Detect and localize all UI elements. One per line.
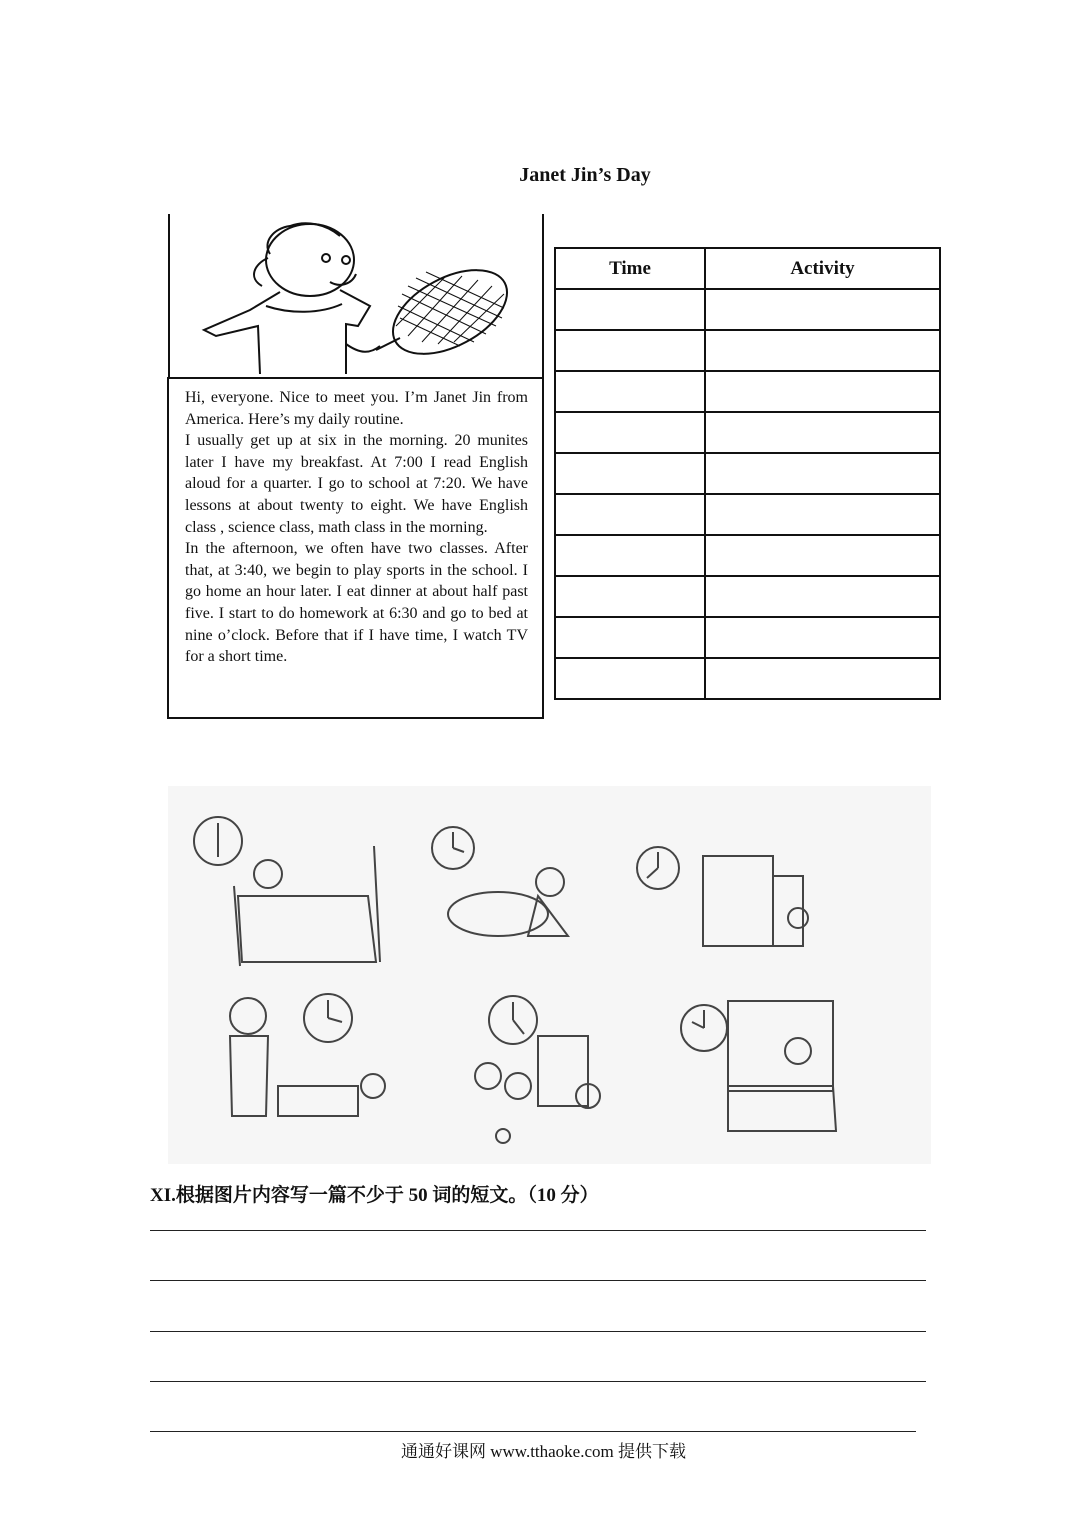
- table-row: [555, 576, 940, 617]
- activity-cell[interactable]: [705, 617, 940, 658]
- activity-cell[interactable]: [705, 658, 940, 699]
- activity-cell[interactable]: [705, 453, 940, 494]
- table-row: [555, 494, 940, 535]
- table-body: [555, 289, 940, 699]
- passage-paragraph-1: Hi, everyone. Nice to meet you. I’m Janet Jin from America. Here’s my daily routine.: [185, 389, 528, 428]
- time-cell[interactable]: [555, 371, 705, 412]
- time-cell[interactable]: [555, 658, 705, 699]
- time-cell[interactable]: [555, 617, 705, 658]
- activity-cell[interactable]: [705, 576, 940, 617]
- answer-line-3[interactable]: [150, 1331, 926, 1332]
- passage-paragraph-3: In the afternoon, we often have two classes. After that, at 3:40, we begin to play sports in the school. I go home an hour later. I eat dinner at about half past five. I start to do homework at 6:30 and go to bed at nine o’clock. Before that if I have time, I watch TV for a short time.: [185, 540, 528, 666]
- table-row: [555, 535, 940, 576]
- activity-column-header: Activity: [705, 248, 940, 289]
- activity-cell[interactable]: [705, 494, 940, 535]
- footer-credit: 通通好课网 www.tthaoke.com 提供下载: [400, 1442, 687, 1461]
- time-cell[interactable]: [555, 412, 705, 453]
- time-activity-table: [554, 247, 941, 700]
- time-cell[interactable]: [555, 494, 705, 535]
- table-row: [555, 453, 940, 494]
- answer-line-4[interactable]: [150, 1381, 926, 1382]
- table-row: [555, 371, 940, 412]
- tennis-girl-illustration: [168, 214, 544, 378]
- table-row: [555, 658, 940, 699]
- worksheet-title: Janet Jin’s Day: [519, 164, 651, 186]
- passage-paragraph-2: I usually get up at six in the morning. 20 munites later I have my breakfast. At 7:00 I read English aloud for a quarter. I go to school at 7:20. We have lessons at about twenty to eight. We have English class , science class, math class in the morning.: [185, 432, 528, 536]
- table-row: [555, 412, 940, 453]
- time-cell[interactable]: [555, 330, 705, 371]
- activity-cell[interactable]: [705, 289, 940, 330]
- table-row: [555, 617, 940, 658]
- writing-question: XI.根据图片内容写一篇不少于 50 词的短文。（10 分）: [150, 1185, 599, 1206]
- answer-line-2[interactable]: [150, 1280, 926, 1281]
- answer-line-5[interactable]: [150, 1431, 916, 1432]
- activity-cell[interactable]: [705, 371, 940, 412]
- routine-scenes-icon: [168, 786, 931, 1164]
- daily-routine-pictures: [168, 786, 931, 1164]
- time-cell[interactable]: [555, 535, 705, 576]
- table-row: [555, 289, 940, 330]
- reading-passage: [167, 377, 544, 719]
- answer-line-1[interactable]: [150, 1230, 926, 1231]
- activity-cell[interactable]: [705, 535, 940, 576]
- tennis-girl-icon: [170, 214, 542, 378]
- activity-cell[interactable]: [705, 330, 940, 371]
- table-row: [555, 330, 940, 371]
- activity-cell[interactable]: [705, 412, 940, 453]
- time-cell[interactable]: [555, 289, 705, 330]
- time-cell[interactable]: [555, 576, 705, 617]
- time-column-header: Time: [555, 248, 705, 289]
- time-cell[interactable]: [555, 453, 705, 494]
